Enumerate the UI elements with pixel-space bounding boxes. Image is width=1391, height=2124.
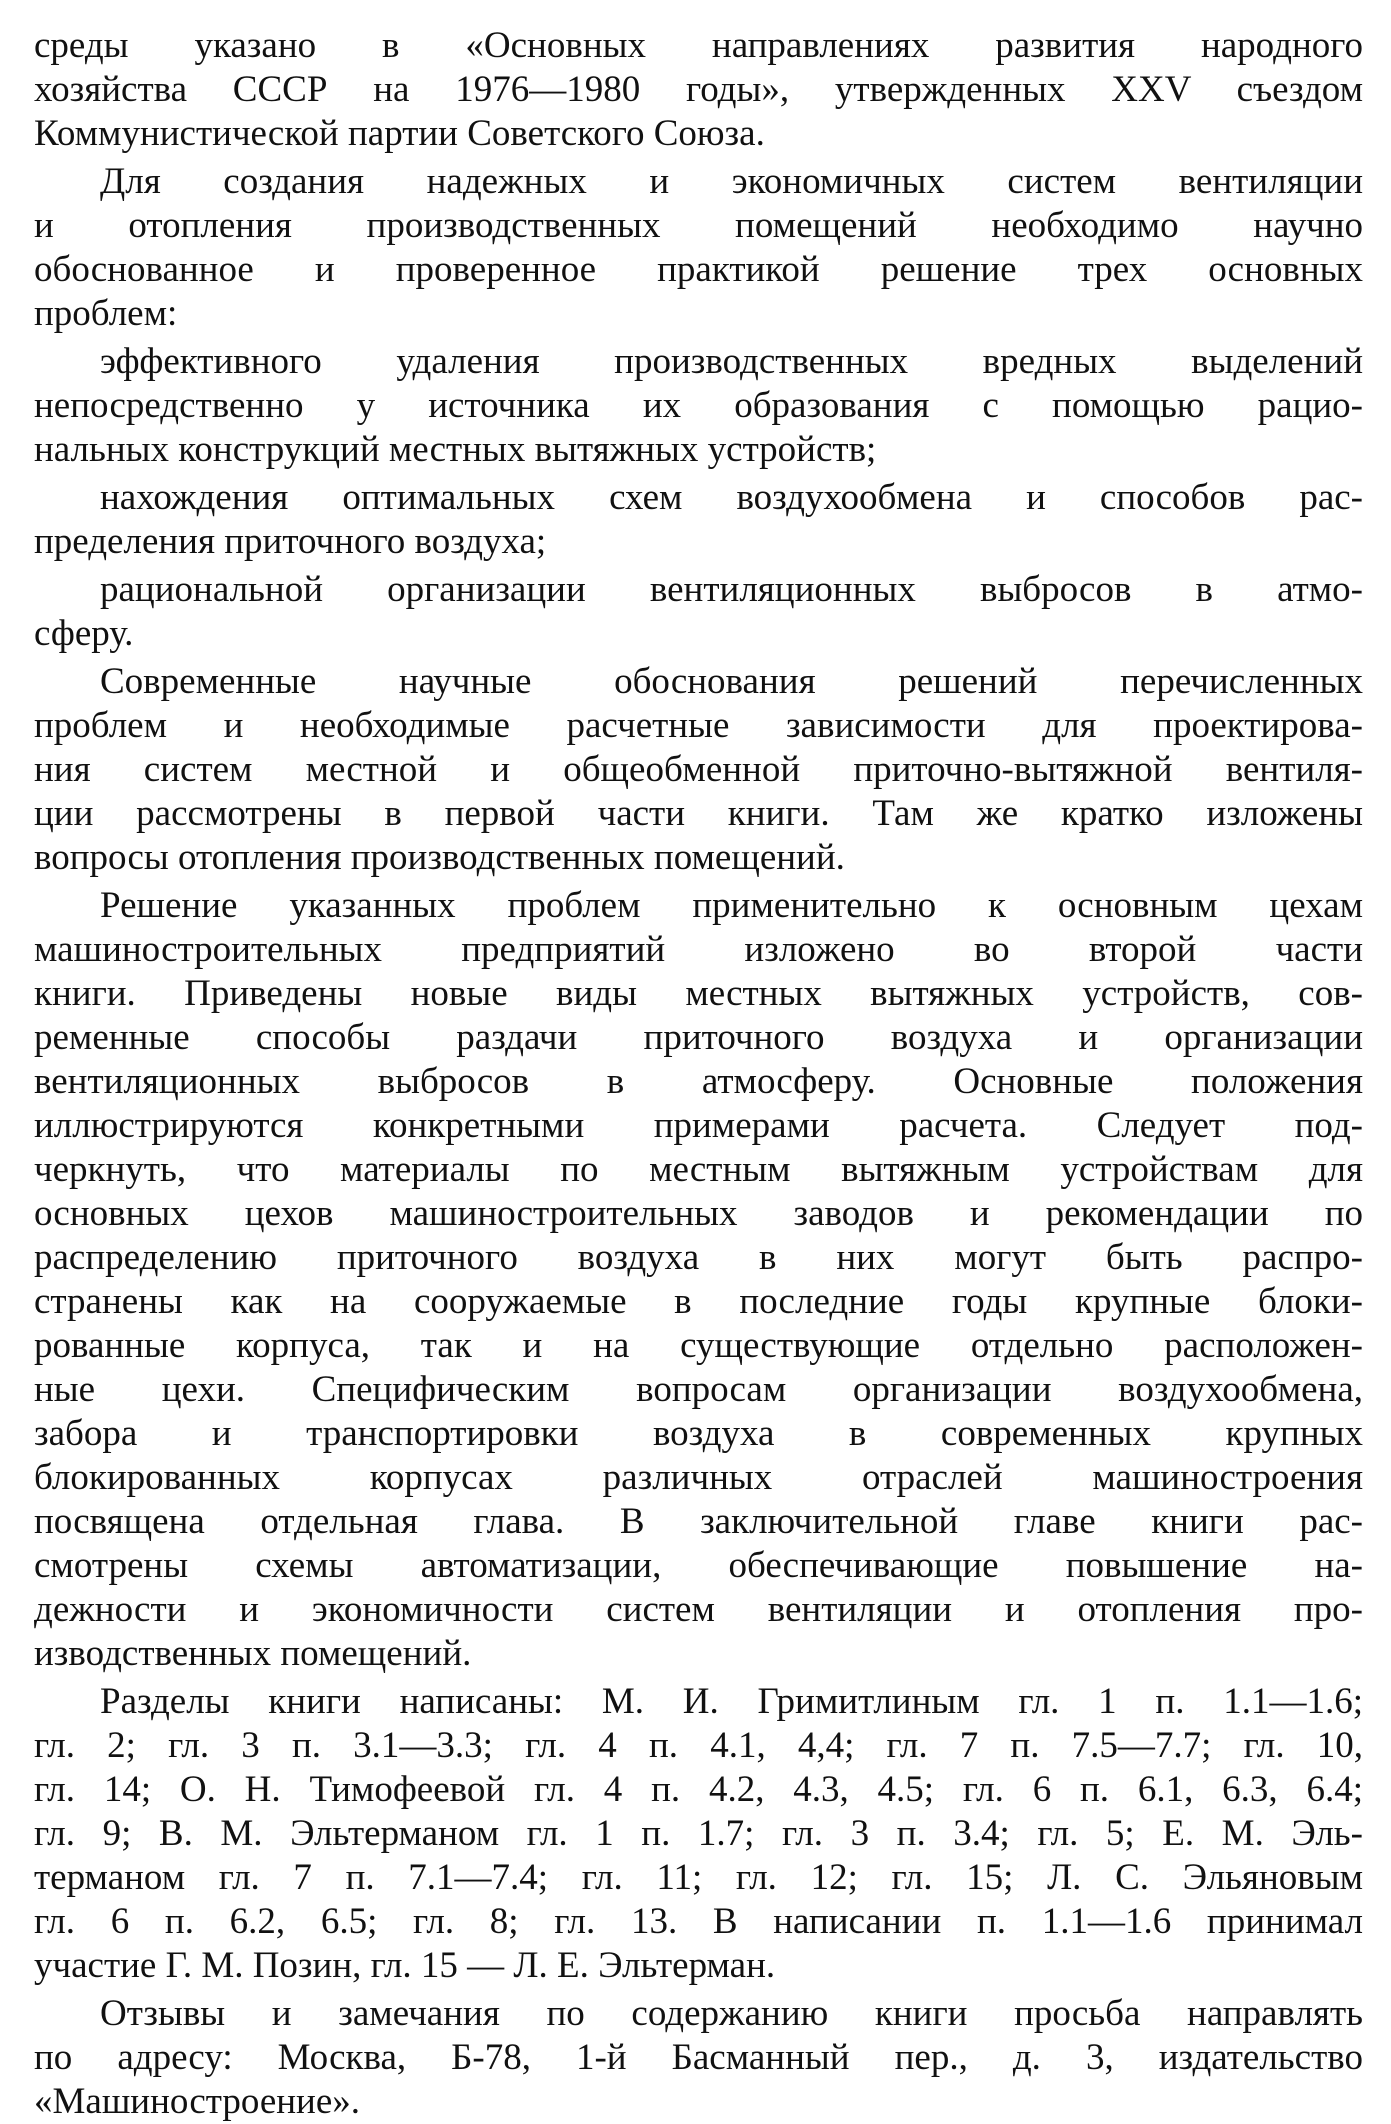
text-line: обоснованное и проверенное практикой решение трех основных xyxy=(34,249,1363,290)
text-line: Современные научные обоснования решений перечисленных xyxy=(100,661,1363,702)
text-line: нальных конструкций местных вытяжных устройств; xyxy=(34,429,877,470)
body-text xyxy=(34,24,1363,2124)
text-line: по адресу: Москва, Б-78, 1-й Басманный пер., д. 3, издательство xyxy=(34,2037,1363,2078)
text-line: непосредственно у источника их образования с помощью рацио- xyxy=(34,385,1363,426)
text-line: дежности и экономичности систем вентиляции и отопления про- xyxy=(34,1589,1363,1630)
paragraph xyxy=(34,568,1363,656)
text-line: Коммунистической партии Советского Союза. xyxy=(34,113,765,154)
text-line: ные цехи. Специфическим вопросам организации воздухообмена, xyxy=(34,1369,1363,1410)
paragraph xyxy=(34,160,1363,336)
text-line: Разделы книги написаны: М. И. Гримитлиным гл. 1 п. 1.1—1.6; xyxy=(100,1681,1363,1722)
text-line: блокированных корпусах различных отраслей машиностроения xyxy=(34,1457,1363,1498)
text-line: распределению приточного воздуха в них могут быть распро- xyxy=(34,1237,1363,1278)
text-line: основных цехов машиностроительных заводов и рекомендации по xyxy=(34,1193,1363,1234)
paragraph xyxy=(34,340,1363,472)
text-line: среды указано в «Основных направлениях развития народного xyxy=(34,25,1363,66)
text-line: пределения приточного воздуха; xyxy=(34,521,547,562)
text-line: машиностроительных предприятий изложено во второй части xyxy=(34,929,1363,970)
text-line: книги. Приведены новые виды местных вытяжных устройств, сов- xyxy=(34,973,1363,1014)
text-line: вентиляционных выбросов в атмосферу. Основные положения xyxy=(34,1061,1363,1102)
text-line: изводственных помещений. xyxy=(34,1633,472,1674)
text-line: забора и транспортировки воздуха в современных крупных xyxy=(34,1413,1363,1454)
text-line: гл. 14; О. Н. Тимофеевой гл. 4 п. 4.2, 4.3, 4.5; гл. 6 п. 6.1, 6.3, 6.4; xyxy=(34,1769,1363,1810)
text-line: гл. 2; гл. 3 п. 3.1—3.3; гл. 4 п. 4.1, 4,4; гл. 7 п. 7.5—7.7; гл. 10, xyxy=(34,1725,1363,1766)
paragraph xyxy=(34,660,1363,880)
paragraph xyxy=(34,24,1363,156)
text-line: смотрены схемы автоматизации, обеспечивающие повышение на- xyxy=(34,1545,1363,1586)
text-line: проблем: xyxy=(34,293,178,334)
text-line: сферу. xyxy=(34,613,134,654)
text-line: терманом гл. 7 п. 7.1—7.4; гл. 11; гл. 12; гл. 15; Л. С. Эльяновым xyxy=(34,1857,1363,1898)
text-line: проблем и необходимые расчетные зависимости для проектирова- xyxy=(34,705,1363,746)
text-line: гл. 9; В. М. Эльтерманом гл. 1 п. 1.7; гл. 3 п. 3.4; гл. 5; Е. М. Эль- xyxy=(34,1813,1363,1854)
text-line: хозяйства СССР на 1976—1980 годы», утвержденных XXV съездом xyxy=(34,69,1363,110)
paragraph xyxy=(34,1680,1363,1988)
text-line: странены как на сооружаемые в последние годы крупные блоки- xyxy=(34,1281,1363,1322)
text-line: черкнуть, что материалы по местным вытяжным устройствам для xyxy=(34,1149,1363,1190)
text-line: ния систем местной и общеобменной приточно-вытяжной вентиля- xyxy=(34,749,1363,790)
text-line: гл. 6 п. 6.2, 6.5; гл. 8; гл. 13. В написании п. 1.1—1.6 принимал xyxy=(34,1901,1363,1942)
text-line: посвящена отдельная глава. В заключительной главе книги рас- xyxy=(34,1501,1363,1542)
text-line: «Машиностроение». xyxy=(34,2081,361,2122)
paragraph xyxy=(34,476,1363,564)
text-line: Отзывы и замечания по содержанию книги просьба направлять xyxy=(100,1993,1363,2034)
text-line: нахождения оптимальных схем воздухообмена и способов рас- xyxy=(100,477,1363,518)
text-line: Решение указанных проблем применительно к основным цехам xyxy=(100,885,1363,926)
paragraph xyxy=(34,884,1363,1676)
text-line: Для создания надежных и экономичных систем вентиляции xyxy=(100,161,1363,202)
text-line: ции рассмотрены в первой части книги. Там же кратко изложены xyxy=(34,793,1363,834)
text-line: и отопления производственных помещений необходимо научно xyxy=(34,205,1363,246)
text-line: вопросы отопления производственных помещений. xyxy=(34,837,845,878)
text-line: участие Г. М. Позин, гл. 15 — Л. Е. Эльтерман. xyxy=(34,1945,776,1986)
paragraph xyxy=(34,1992,1363,2124)
text-line: эффективного удаления производственных вредных выделений xyxy=(100,341,1363,382)
text-line: иллюстрируются конкретными примерами расчета. Следует под- xyxy=(34,1105,1363,1146)
text-line: рованные корпуса, так и на существующие отдельно расположен- xyxy=(34,1325,1363,1366)
text-line: рациональной организации вентиляционных выбросов в атмо- xyxy=(100,569,1363,610)
text-line: ременные способы раздачи приточного воздуха и организации xyxy=(34,1017,1363,1058)
